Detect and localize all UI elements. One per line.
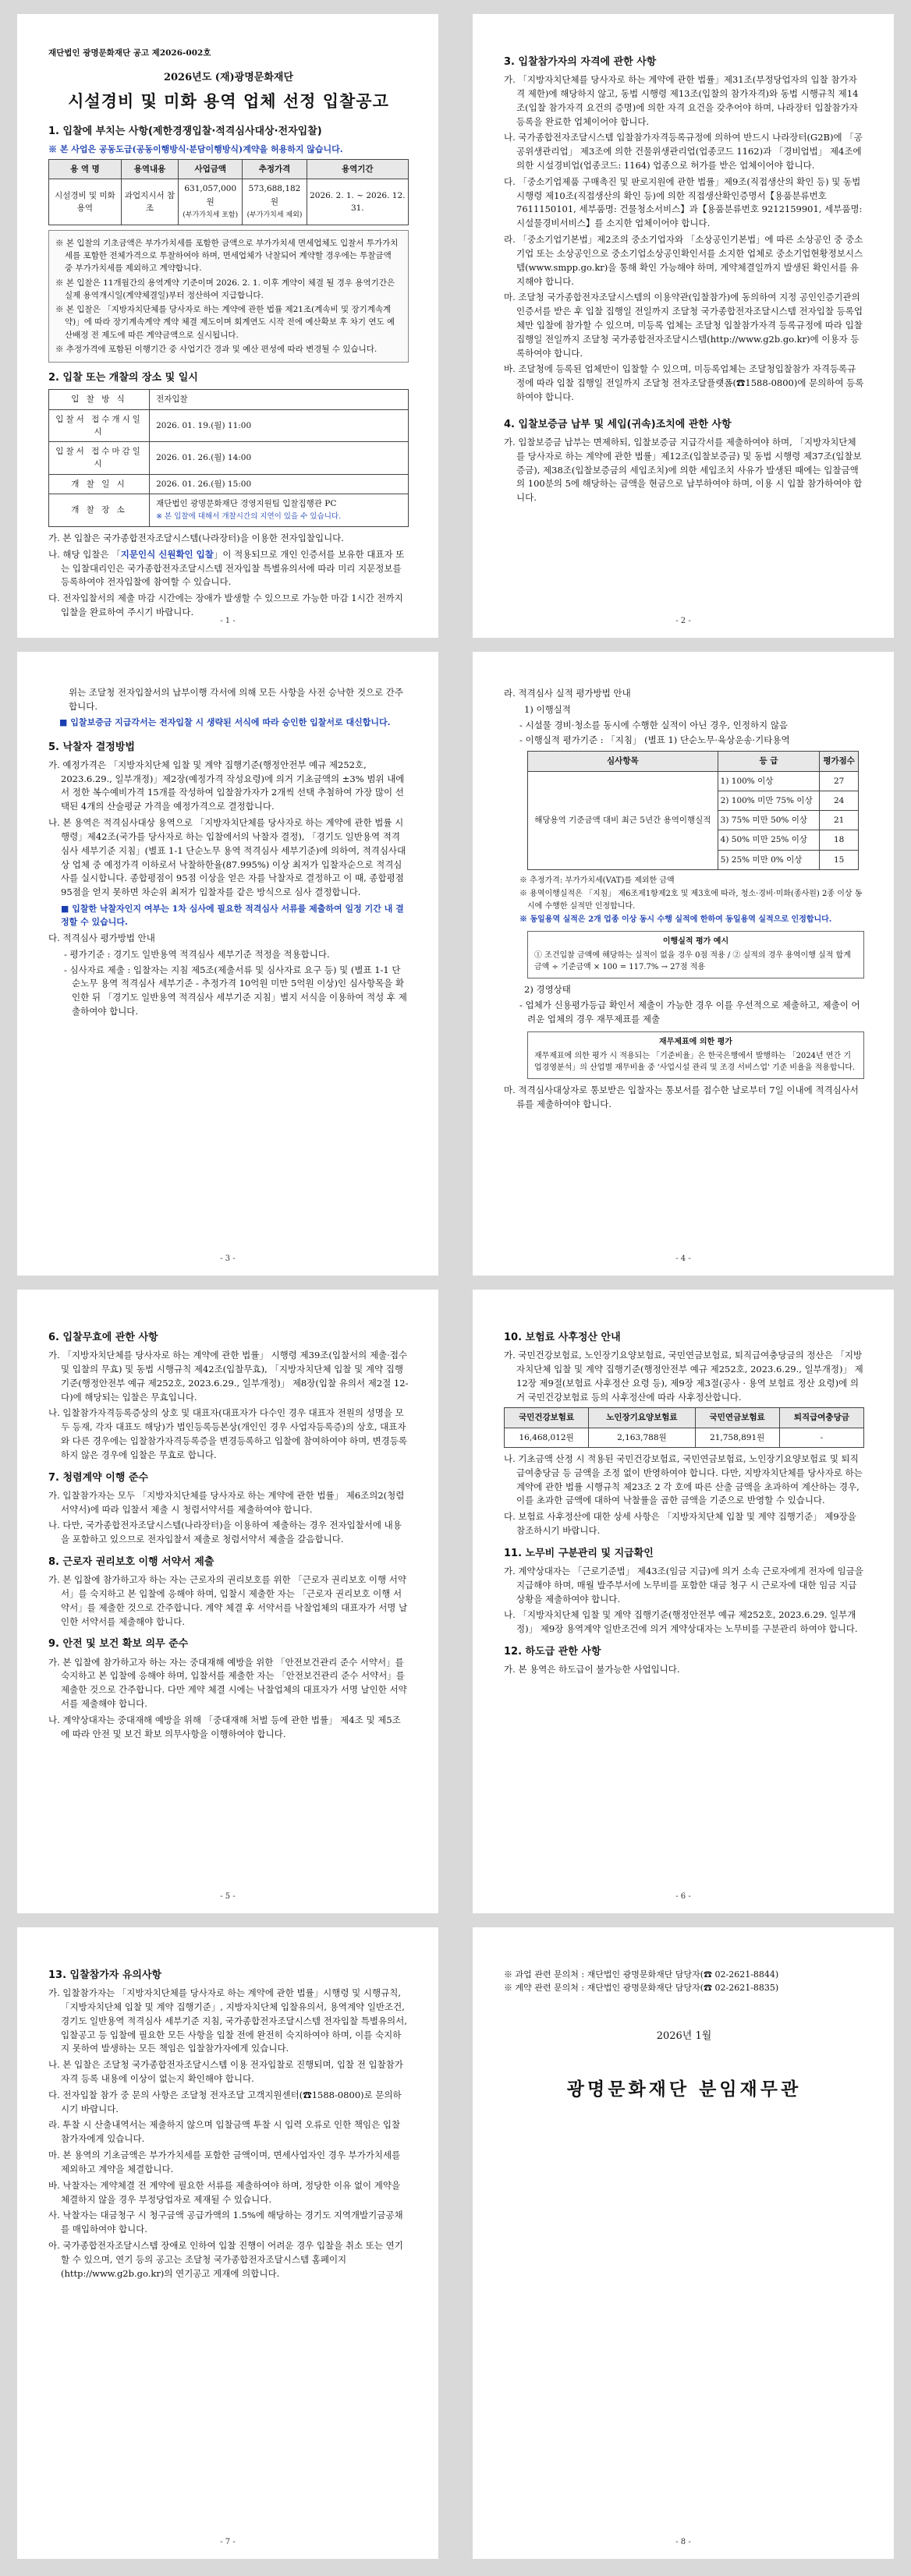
item-ga: 가. 본 입찰은 국가종합전자조달시스템(나라장터)을 이용한 전자입찰입니다. <box>48 532 344 543</box>
invalid-item: 나. 입찰참가자격등록증상의 상호 및 대표자(대표자가 다수인 경우 대표자 전원의 성명을 모두 등재, 각자 대표도 해당)가 법인등록등본상(개인인 경우 사업자등록증)의 상호, 대표자와 다른 경우에는 입찰참가자격등록증을 변경등록하고 입찰에 참여하여야 하며, 변경등록하지 않은 경우에 입찰은 무효로 합니다. <box>48 1407 407 1460</box>
table-note: ※ 용역이행실적은 「지침」 제6조제1항제2호 및 제3호에 따라, 청소·경비·미화(종사원) 2종 이상 동시에 수행한 실적만 인정합니다. <box>519 890 863 911</box>
section-10-title: 10. 보험료 사후정산 안내 <box>504 1332 621 1343</box>
table-cell: 2) 100% 미만 75% 이상 <box>718 791 820 810</box>
estimated-price: 573,688,182원 <box>248 184 301 207</box>
table-note: ※ 추정가격: 부가가치세(VAT)를 제외한 금액 <box>519 876 675 885</box>
schedule-key: 개 찰 장 소 <box>49 494 150 527</box>
table-header: 국민건강보험료 <box>505 1408 589 1428</box>
qualification-item: 바. 조달청에 등록된 업체만이 입찰할 수 있으며, 미등록업체는 조달청입찰참가 자격등록규정에 따라 입찰 집행일 전일까지 조달청 전자조달플랫폼(☎1588-0800)에 문의하여 등록하여야 합니다. <box>504 363 864 403</box>
eval-title: 라. 적격심사 실적 평가방법 안내 <box>504 688 631 699</box>
caution-item: 바. 낙찰자는 계약체결 전 계약에 필요한 서류를 제출하여야 하며, 정당한 이유 없이 계약을 체결하지 않을 경우 부정당업자로 제재될 수 있습니다. <box>48 2179 401 2205</box>
qualification-item: 가. 「지방자치단체를 당사자로 하는 계약에 관한 법률」제31조(부정당업자의 입찰 참가자격 제한)에 해당하지 않고, 동법 시행령 제13조(입찰의 참가자격)와 동법 시행규칙 제14조(입찰 참가자격 요건의 증명)에 의한 자격 요건을 갖추어야 하며, 나라장터 입찰참가자 등록을 완료한 업체이어야 합니다. <box>504 74 859 127</box>
lead-note: ■ 입찰보증금 지급각서는 전자입찰 시 생략된 서식에 따라 승인한 입찰서로 대신합니다. <box>59 717 391 727</box>
notes-box <box>48 230 409 363</box>
notice-title: 시설경비 및 미화 용역 업체 선정 입찰공고 <box>68 91 389 111</box>
eval-line: - 시설물 경비·청소를 동시에 수행한 실적이 아닌 경우, 인정하지 않음 <box>519 719 789 731</box>
notice-year-title: 2026년도 (재)광명문화재단 <box>163 72 294 84</box>
qualification-item: 마. 조달청 국가종합전자조달시스템의 이용약관(입찰참가)에 동의하여 지정 공인인증기관의 인증서를 받은 후 입찰 집행일 전일까지 조달청 국가종합전자조달시스템 전자입찰 등록업체만 입찰에 참가할 수 있으며, 미등록 업체는 조달청 입찰참가자격 등록규정에 따라 입찰 집행일 전일까지 조달청 국가종합전자조달시스템(http://www.g2b.go.kr)에 이용자 등록하여야 합니다. <box>504 292 863 359</box>
financial-box <box>527 1031 864 1080</box>
schedule-table <box>48 389 409 527</box>
safety-item: 가. 본 입찰에 참가하고자 하는 자는 중대재해 예방을 위한 「안전보건관리 준수 서약서」를 숙지하고 본 입찰에 응해야 하며, 입찰서를 제출한 자는 「안전보건관리 준수 서약서」를 제출한 것으로 간주합니다. 다만 계약 체결 시에는 낙찰업체의 대표자가 서명 날인한 서약서를 제출해야 합니다. <box>48 1656 407 1709</box>
example-box <box>527 931 864 979</box>
table-cell: 1) 100% 이상 <box>718 771 820 791</box>
table-row-label: 해당용역 기준금액 대비 최근 5년간 용역이행실적 <box>528 771 718 869</box>
caution-item: 나. 본 입찰은 조달청 국가종합전자조달시스템 이용 전자입찰로 진행되며, 입찰 전 입찰참가자격 등록 내용에 이상이 없는지 확인해야 합니다. <box>48 2059 403 2085</box>
page-number: - 8 - <box>675 2537 691 2546</box>
deposit-item: 가. 입찰보증금 납부는 면제하되, 입찰보증금 지급각서를 제출하여야 하며, 「지방자치단체를 당사자로 하는 계약에 관한 법률」제12조(입찰보증금) 및 동법 시행령 제37조(입찰보증금), 제38조(입찰보증금의 세입조치)에 의한 세입조치 사유가 발생된 때에는 입찰금액의 100분의 5에 해당하는 금액을 현금으로 납부하여야 하며, 이용 시 입찰 참가하여야 합니다. <box>504 436 863 504</box>
table-header: 평가점수 <box>820 752 859 771</box>
invalid-item: 가. 「지방자치단체를 당사자로 하는 계약에 관한 법률」 시행령 제39조(입찰서의 제출·접수 및 입찰의 무효) 및 동법 시행규칙 제42조(입찰무효), 「지방자치단체 입찰 및 계약 집행기준(행정안전부 예규 제252호, 2023.6.29., 일부개정)」 제8장(입찰 유의서 제2절 12-다)에 해당되는 입찰은 무효입니다. <box>48 1350 409 1403</box>
insurance-item: 나. 기초금액 산정 시 적용된 국민건강보험료, 국민연금보험료, 노인장기요양보험료 및 퇴직급여충당금 등 금액을 조정 없이 반영하여야 합니다. 다만, 지방자치단체를 당사자로 하는 계약에 관한 법률 시행규칙 제23조 2 각 호에 따른 산출 금액을 초과하여 계산하는 경우, 이를 초과한 금액에 대하여 낙찰률을 곱한 금액을 기준으로 반영할 수 있습니다. <box>504 1453 863 1506</box>
table-cell: 21,758,891원 <box>695 1428 779 1447</box>
table-cell: 16,468,012원 <box>505 1428 589 1447</box>
schedule-value: 2026. 01. 26.(월) 14:00 <box>150 442 409 475</box>
text-run: 나. 해당 입찰은 「 <box>48 548 121 560</box>
section-7-title: 7. 청렴계약 이행 준수 <box>48 1471 149 1484</box>
table-cell: 18 <box>820 830 859 850</box>
page-number: - 2 - <box>675 616 691 625</box>
page-number: - 4 - <box>675 1254 691 1263</box>
section-8-title: 8. 근로자 권리보호 이행 서약서 제출 <box>48 1556 214 1569</box>
document-page-8 <box>473 1927 894 2559</box>
qualification-item: 나. 국가종합전자조달시스템 입찰참가자격등록규정에 의하여 반드시 나라장터(G2B)에 「공공위생관리업」 제3조에 의한 건물위생관리업(업종코드 1162)과 「경비업법」 제4조에 의한 시설경비업(업종코드: 1164) 업종으로 허가를 받은 업체이어야 합니다. <box>504 132 863 172</box>
insurance-item: 가. 국민건강보험료, 노인장기요양보험료, 국민연금보험료, 퇴직급여충당금의 정산은 「지방자치단체 입찰 및 계약 집행기준(행정안전부 예규 제252호, 2023.6.29., 일부개정)」 제12장 제9절(보험료 사후정산 요령 등), 제9장 제3절(공사 · 용역 보험료 정산 요령)에 의거 국민건강보험료 등의 사후정산에 따라 사후정산합니다. <box>504 1350 863 1403</box>
section-11-title: 11. 노무비 구분관리 및 지급확인 <box>504 1547 654 1559</box>
financial-box-title: 재무제표에 의한 평가 <box>659 1037 732 1046</box>
section-1-title: 1. 입찰에 부치는 사항(제한경쟁입찰·적격심사대상·전자입찰) <box>48 125 322 137</box>
section-1-subnote: ※ 본 사업은 공동도급(공동이행방식·분담이행방식)계약을 허용하지 않습니다. <box>48 144 343 155</box>
qualification-item: 다. 「중소기업제품 구매촉진 및 판로지원에 관한 법률」제9조(직접생산의 확인 등) 및 동법 시행령 제10조(직접생산의 확인 등)에 의한 직접생산확인증명서【용품분류번호 7611150101, 세부품명: 건물청소서비스】과【용품분류번호 9212159901, 세부품명: 시설물경비서비스】를 소지한 업체이어야 합니다. <box>504 175 863 229</box>
item-da: 다. 전자입찰서의 제출 마감 시간에는 장애가 발생할 수 있으므로 가능한 마감 1시간 전까지 입찰을 완료하여 주시기 바랍니다. <box>48 593 403 618</box>
page-number: - 6 - <box>675 1891 691 1901</box>
table-cell: 시설경비 및 미화 용역 <box>49 179 122 225</box>
item-ma: 마. 적격심사대상자로 통보받은 입찰자는 통보서를 접수한 날로부터 7일 이내에 적격심사서류를 제출하여야 합니다. <box>504 1085 859 1110</box>
caution-item: 라. 투찰 시 산출내역서는 제출하지 않으며 입찰금액 투찰 시 입력 오류로 인한 책임은 입찰참가자에게 있습니다. <box>48 2119 401 2145</box>
labor-cost-item: 가. 계약상대자는 「근로기준법」 제43조(임금 지급)에 의거 소속 근로자에게 전자에 임금을 지급해야 하며, 매월 발주부서에 노무비를 포함한 대금 청구 시 근로자에 대한 임금 지급 상황을 제출하여야 합니다. <box>504 1565 863 1605</box>
table-note: ※ 동일용역 실적은 2개 업종 이상 동시 수행 실적에 한하여 동일용역 실적으로 인정합니다. <box>519 915 832 925</box>
table-header: 등 급 <box>718 752 820 771</box>
schedule-value: 전자입찰 <box>150 390 409 409</box>
section-2-title: 2. 입찰 또는 개찰의 장소 및 일시 <box>48 372 198 384</box>
document-page-1 <box>17 14 438 638</box>
note-item: ※ 추정가격에 포함된 이행기간 중 사업기간 경과 및 예산 편성에 따라 변경될 수 있습니다. <box>55 345 378 354</box>
table-cell: 5) 25% 미만 0% 이상 <box>718 850 820 869</box>
note-item: ※ 본 입찰은 11개월간의 용역계약 기준이며 2026. 2. 1. 이후 계약이 체결 될 경우 용역기간은 실제 용역개시일(계약체결일)부터 정산하여 지급합니다. <box>55 278 395 300</box>
insurance-item: 다. 보험료 사후정산에 대한 상세 사항은 「지방자치단체 입찰 및 계약 집행기준」 제9장을 참조하시기 바랍니다. <box>504 1511 856 1536</box>
table-header: 추정가격 <box>243 160 307 179</box>
schedule-value <box>150 494 409 527</box>
award-item: 나. 본 용역은 적격심사대상 용역으로 「지방자치단체를 당사자로 하는 계약에 관한 법률 시행령」제42조(국가를 당사자로 하는 입찰에서의 낙찰자 결정), 「경기도 일반용역 적격심사 세부기준 지침」(별표 1-1 단순노무 용역 적격심사 세부기준)에 의하여, 적격심사대상 업체 중 예정가격 이하로서 낙찰하한율(87.995%) 이상 최저가 입찰자순으로 적격심사를 실시합니다. 종합평점이 95점 이상을 얻은 자를 낙찰자로 결정하고 이 때, 종합평점 95점을 얻지 못하면 차순위 최저가 입찰자를 같은 방식으로 심사 결정합니다. <box>48 817 406 898</box>
schedule-key: 입찰서 접수마감일시 <box>49 442 150 475</box>
section-3-title: 3. 입찰참가자의 자격에 관한 사항 <box>504 56 657 68</box>
eval-line: - 이행실적 평가기준 : 「지침」 (별표 1) 단순노무·육상운송·기타용역 <box>519 734 790 746</box>
page-number: - 5 - <box>220 1891 236 1901</box>
issuer-name: 광명문화재단 분임재무관 <box>566 2079 802 2100</box>
section-4-title: 4. 입찰보증금 납부 및 세입(귀속)조치에 관한 사항 <box>504 418 732 430</box>
eval-line: - 심사자료 제출 : 입찰자는 지침 제5조(제출서류 및 심사자료 요구 등) 및 (별표 1-1 단순노무 용역 적격심사 세부기준 - 추정가격 10억원 미만 5억원 이상)인 심사항목을 확인한 뒤 「경기도 일반용역 적격심사 세부기준 지침」별지 서식을 이용하여 적성 후 제출하여야 합니다. <box>64 964 407 1017</box>
notice-number: 재단법인 광명문화재단 공고 제2026-002호 <box>48 48 211 58</box>
table-cell: 3) 75% 미만 50% 이상 <box>718 811 820 830</box>
table-header: 사업금액 <box>179 160 243 179</box>
integrity-item: 나. 다만, 국가종합전자조달시스템(나라장터)을 이용하여 제출하는 경우 전자입찰서에 내용을 포함하고 있으므로 전자입찰서 제출로 청렴서약서 제출을 갈음합니다. <box>48 1520 402 1545</box>
eval-line: - 평가기준 : 경기도 일반용역 적격심사 세부기준 적정을 적용합니다. <box>64 948 330 960</box>
financial-box-text: 재무제표에 의한 평가 시 적용되는 「기준비율」은 한국은행에서 발행하는 「2024년 연간 기업경영분석」의 산업별 재무비율 중 '사업시설 관리 및 조경 서비스업' 기준 비율을 적용합니다. <box>534 1052 856 1072</box>
page-number: - 7 - <box>220 2537 236 2546</box>
section-6-title: 6. 입찰무효에 관한 사항 <box>48 1332 158 1343</box>
table-cell: 24 <box>820 791 859 810</box>
document-page-4 <box>473 652 894 1276</box>
table-cell: 2026. 2. 1. ~ 2026. 12. 31. <box>307 179 408 225</box>
subcontract-item: 가. 본 용역은 하도급이 불가능한 사업입니다. <box>504 1664 680 1675</box>
note-item: ※ 본 입찰의 기초금액은 부가가치세를 포함한 금액으로 부가가치세 면세업체도 입찰서 투가가치세를 포함한 전체가격으로 투찰하여야 하며, 면세업체가 낙찰되어 계약할 경우에는 투찰금액 중 부가가치세를 제외하고 계약합니다. <box>55 238 399 274</box>
schedule-value: 2026. 01. 19.(월) 11:00 <box>150 409 409 442</box>
note-item: ※ 본 입찰은 「지방자치단체를 당사자로 하는 계약에 관한 법률 제21조(계속비 및 장기계속계약)」에 따라 장기계속계약 계약 체결 제도이며 회계연도 시작 전에 예산확보 후 차기 연도 예산배정 전 제도에 따른 계약금액으로 실시됩니다. <box>55 305 395 340</box>
award-item: 다. 적격심사 평가방법 안내 <box>48 932 155 944</box>
table-cell <box>179 179 243 225</box>
vat-note: (부가가치세 포함) <box>183 211 239 219</box>
text-run: 」이 적용되므로 개인 인증서를 보유한 대표자 또는 입찰대리인은 국가종합전자조달시스템 전자입찰 특별유의서에 따라 미리 지문정보를 등록하여야 전자입찰에 참여할 수 있습니다. <box>61 548 405 588</box>
contact-line: ※ 과업 관련 문의처 : 재단법인 광명문화재단 담당자(☎ 02-2621-8844) <box>504 1969 779 1980</box>
caution-item: 마. 본 용역의 기초금액은 부가가치세를 포함한 금액이며, 면세사업자인 경우 부가가치세를 제외하고 계약을 체결합니다. <box>48 2150 401 2174</box>
table-header: 용 역 명 <box>49 160 122 179</box>
award-item: 가. 예정가격은 「지방자치단체 입찰 및 계약 집행기준(행정안전부 예규 제252호, 2023.6.29., 일부개정)」제2장(예정가격 작성요령)에 의거 기초금액의 ±3% 범위 내에서 정한 복수예비가격 15개를 작성하여 입찰참가자가 2개씩 선택 추첨하여 가장 많이 선택된 4개의 산술평균 가격을 예정가격으로 결정합니다. <box>48 759 405 812</box>
table-cell: 4) 50% 미만 25% 이상 <box>718 830 820 850</box>
table-cell: 27 <box>820 771 859 791</box>
item-na <box>48 548 409 589</box>
example-box-title: 이행실적 평가 예시 <box>662 936 729 946</box>
qualification-item: 라. 「중소기업기본법」제2조의 중소기업자와 「소상공인기본법」에 따른 소상공인 중 중소기업 또는 소상공인으로 중소기업소상공인확인서를 소지한 업체로 중소기업현황정보시스템(www.smpp.go.kr)을 통해 확인 가능해야 하며, 계약체결일까지 발생된 확인서를 유지해야 합니다. <box>504 234 863 287</box>
sub-heading: 2) 경영상태 <box>524 984 571 996</box>
sub-heading: 1) 이행실적 <box>524 703 571 715</box>
table-header: 퇴직급여충당금 <box>779 1408 863 1428</box>
table-cell: 2,163,788원 <box>589 1428 695 1447</box>
table-header: 용역기간 <box>307 160 408 179</box>
section-12-title: 12. 하도급 관한 사항 <box>504 1646 601 1658</box>
service-summary-table <box>48 159 409 225</box>
schedule-key: 입 찰 방 식 <box>49 390 150 409</box>
contact-block <box>504 1968 864 1994</box>
fingerprint-auth-label: 지문인식 신원확인 입찰 <box>120 548 214 560</box>
caution-item: 아. 국가종합전자조달시스템 장애로 인하여 입찰 진행이 어려운 경우 입찰을 취소 또는 연기할 수 있으며, 연기 등의 공고는 조달청 국가종합전자조달시스템 홈페이지(http://www.g2b.go.kr)의 연기공고 게재에 의합니다. <box>48 2239 403 2279</box>
schedule-note: ※ 본 입찰에 대해서 개찰시간의 지연이 있을 수 있습니다. <box>156 512 342 522</box>
contact-line: ※ 계약 관련 문의처 : 재단법인 광명문화재단 담당자(☎ 02-2621-8835) <box>504 1983 779 1994</box>
page-number: - 3 - <box>220 1254 236 1263</box>
example-box-text: ① 조건입찰 금액에 해당하는 실적이 없을 경우 0점 적용 / ② 실적의 경우 용역이행 실적 합계 금액 ÷ 기준금액 × 100 = 117.7% → 27점 적용 <box>534 951 851 971</box>
caution-item: 사. 낙찰자는 대금청구 시 청구금액 공급가액의 1.5%에 해당하는 경기도 지역개발기금공채를 매입하여야 합니다. <box>48 2210 403 2235</box>
table-cell: 과업지시서 참 조 <box>121 179 178 225</box>
table-header: 용역내용 <box>121 160 178 179</box>
integrity-item: 가. 입찰참가자는 모두 「지방자치단체를 당사자로 하는 계약에 관한 법률」 제6조의2(청렴서약서)에 따라 입찰서 제출 시 청렴서약서를 제출하여야 합니다. <box>48 1489 405 1515</box>
caution-item: 가. 입찰참가자는 「지방자치단체를 당사자로 하는 계약에 관한 법률」시행령 및 시행규칙, 「지방자치단체 입찰 및 계약 집행기준」, 지방자치단체 입찰유의서, 용역계약 일반조건, 경기도 일반용역 적격심사 세부기준 지침, 국가종합전자조달시스템 전자입찰 특별유의서, 입찰공고 등 입찰에 필요한 모든 사항을 입찰 전에 완전히 숙지하여야 하며, 이를 숙지하지 못하여 발생하는 모든 책임은 입찰참가자에게 있습니다. <box>48 1987 407 2054</box>
labor-cost-item: 나. 「지방자치단체 입찰 및 계약 집행기준(행정안전부 예규 제252호, 2023.6.29. 일부개정)」 제9장 용역계약 일반조건에 의거 계약상대자는 노무비를 구분관리 하여야 합니다. <box>504 1609 858 1635</box>
document-page-7 <box>17 1927 438 2559</box>
document-page-3 <box>17 652 438 1276</box>
section-9-title: 9. 안전 및 보건 확보 의무 준수 <box>48 1638 189 1651</box>
schedule-key: 입찰서 접수개시일시 <box>49 409 150 442</box>
section-5-title: 5. 낙찰자 결정방법 <box>48 741 135 753</box>
safety-item: 나. 계약상대자는 중대재해 예방을 위해 「중대재해 처벌 등에 관한 법률」 제4조 및 제5조에 따라 안전 및 보건 확보 의무사항을 이행하여야 합니다. <box>48 1714 401 1739</box>
award-note: ■ 입찰한 낙찰자인지 여부는 1차 심사에 필요한 적격심사 서류를 제출하여 일정 기간 내 결정할 수 있습니다. <box>61 903 404 927</box>
table-cell: 15 <box>820 850 859 869</box>
schedule-value: 2026. 01. 26.(월) 15:00 <box>150 474 409 494</box>
opening-place: 재단법인 광명문화재단 경영지원팀 입찰집행관 PC <box>156 499 337 508</box>
notice-date: 2026년 1월 <box>656 2030 712 2043</box>
table-header: 노인장기요양보험료 <box>589 1408 695 1428</box>
budget-amount: 631,057,000원 <box>184 184 237 207</box>
schedule-key: 개 찰 일 시 <box>49 474 150 494</box>
page-number: - 1 - <box>220 616 236 625</box>
table-header: 국민연금보험료 <box>695 1408 779 1428</box>
table-cell: - <box>779 1428 863 1447</box>
caution-item: 다. 전자입찰 참가 중 문의 사항은 조달청 전자조달 고객지원센터(☎1588-0800)로 문의하시기 바랍니다. <box>48 2089 402 2114</box>
lead-text: 위는 조달청 전자입찰서의 납부이행 각서에 의해 모든 사항을 사전 승낙한 것으로 간주합니다. <box>69 687 404 712</box>
vat-note: (부가가치세 제외) <box>246 211 303 219</box>
table-cell: 21 <box>820 811 859 830</box>
document-page-2 <box>473 14 894 638</box>
section-13-title: 13. 입찰참가자 유의사항 <box>48 1969 162 1981</box>
eval-line: - 업체가 신용평가등급 확인서 제출이 가능한 경우 이를 우선적으로 제출하고, 제출이 어려운 업체의 경우 재무제표를 제출 <box>519 1000 860 1024</box>
table-cell <box>243 179 307 225</box>
document-page-6 <box>473 1290 894 1913</box>
document-page-5 <box>17 1290 438 1913</box>
insurance-table <box>504 1407 864 1448</box>
worker-rights-item: 가. 본 입찰에 참가하고자 하는 자는 근로자의 권리보호를 위한 「근로자 권리보호 이행 서약서」를 숙지하고 본 입찰에 응해야 하며, 입찰시 제출한 자는 「근로자 권리보호 이행 서약서」를 제출한 것으로 간주합니다. 계약 체결 후 서약서를 낙찰업체의 대표자가 서명 날인한 서약서를 제출해야 합니다. <box>48 1574 408 1627</box>
table-header: 심사항목 <box>528 752 718 771</box>
performance-table <box>527 751 859 870</box>
